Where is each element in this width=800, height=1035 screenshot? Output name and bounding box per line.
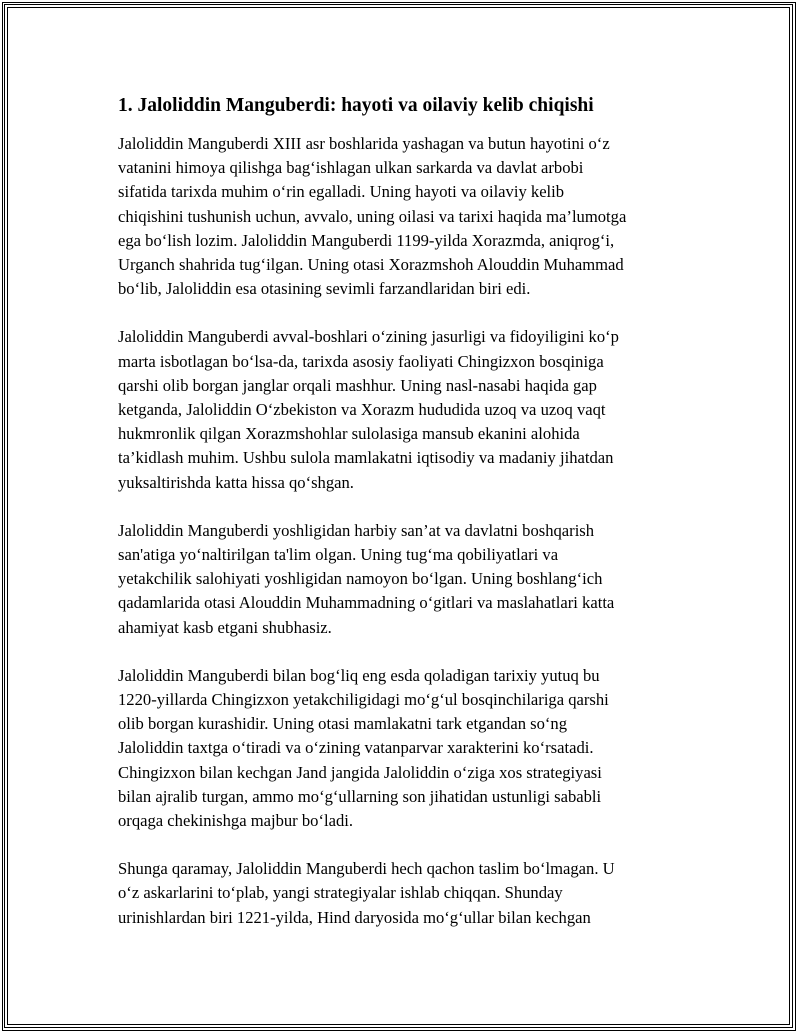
text-line: Shunga qaramay, Jaloliddin Manguberdi hech qachon taslim bo‘lmagan. U	[118, 859, 615, 879]
text-line: Jaloliddin Manguberdi bilan bog‘liq eng esda qoladigan tarixiy yutuq bu	[118, 665, 600, 685]
text-line: hukmronlik qilgan Xorazmshohlar sulolasiga mansub ekanini alohida	[118, 424, 580, 444]
text-line: urinishlardan biri 1221-yilda, Hind daryosida mo‘g‘ullar bilan kechgan	[118, 907, 591, 927]
text-line: bo‘lib, Jaloliddin esa otasining sevimli farzandlaridan biri edi.	[118, 279, 531, 299]
text-line: bilan ajralib turgan, ammo mo‘g‘ullarning son jihatidan ustunligi sababli	[118, 786, 602, 806]
text-line: orqaga chekinishga majbur bo‘ladi.	[118, 811, 354, 831]
paragraph	[118, 857, 683, 930]
paragraph	[118, 664, 683, 833]
text-line: olib borgan kurashidir. Uning otasi mamlakatni tark etgandan so‘ng	[118, 714, 568, 734]
text-line: o‘z askarlarini to‘plab, yangi strategiyalar ishlab chiqqan. Shunday	[118, 883, 563, 903]
text-line: sifatida tarixda muhim o‘rin egalladi. Uning hayoti va oilaviy kelib	[118, 182, 565, 202]
text-line: Jaloliddin Manguberdi avval-boshlari o‘zining jasurligi va fidoyiligini ko‘p	[118, 327, 619, 347]
text-line: ketganda, Jaloliddin O‘zbekiston va Xorazm hududida uzoq va uzoq vaqt	[118, 400, 606, 420]
paragraph	[118, 325, 683, 494]
text-line: vatanini himoya qilishga bag‘ishlagan ulkan sarkarda va davlat arbobi	[118, 158, 584, 178]
text-line: Urganch shahrida tug‘ilgan. Uning otasi Xorazmshoh Alouddin Muhammad	[118, 255, 624, 275]
text-line: qadamlarida otasi Alouddin Muhammadning o‘gitlari va maslahatlari katta	[118, 593, 615, 613]
document-body	[118, 92, 683, 954]
text-line: ahamiyat kasb etgani shubhasiz.	[118, 617, 332, 637]
text-line: ega bo‘lish lozim. Jaloliddin Manguberdi 1199-yilda Xorazmda, aniqrog‘i,	[118, 230, 615, 250]
text-line: marta isbotlagan bo‘lsa-da, tarixda asosiy faoliyati Chingizxon bosqiniga	[118, 351, 604, 371]
text-line: yuksaltirishda katta hissa qo‘shgan.	[118, 472, 354, 492]
section-heading: 1. Jaloliddin Manguberdi: hayoti va oilaviy kelib chiqishi	[118, 95, 594, 116]
text-line: qarshi olib borgan janglar orqali mashhur. Uning nasl-nasabi haqida gap	[118, 375, 597, 395]
text-line: san'atiga yo‘naltirilgan ta'lim olgan. Uning tug‘ma qobiliyatlari va	[118, 545, 559, 565]
text-line: 1220-yillarda Chingizxon yetakchiligidagi mo‘g‘ul bosqinchilariga qarshi	[118, 690, 609, 710]
text-line: Jaloliddin Manguberdi XIII asr boshlarida yashagan va butun hayotini o‘z	[118, 134, 610, 153]
text-line: Jaloliddin taxtga o‘tiradi va o‘zining vatanparvar xarakterini ko‘rsatadi.	[118, 738, 594, 758]
text-line: chiqishini tushunish uchun, avvalo, uning oilasi va tarixi haqida ma’lumotga	[118, 206, 627, 226]
text-line: Jaloliddin Manguberdi yoshligidan harbiy san’at va davlatni boshqarish	[118, 520, 595, 540]
text-line: Chingizxon bilan kechgan Jand jangida Jaloliddin o‘ziga xos strategiyasi	[118, 762, 602, 782]
text-line: yetakchilik salohiyati yoshligidan namoyon bo‘lgan. Uning boshlang‘ich	[118, 569, 603, 589]
paragraph	[118, 132, 683, 301]
text-line: ta’kidlash muhim. Ushbu sulola mamlakatni iqtisodiy va madaniy jihatdan	[118, 448, 614, 468]
paragraph	[118, 519, 683, 640]
